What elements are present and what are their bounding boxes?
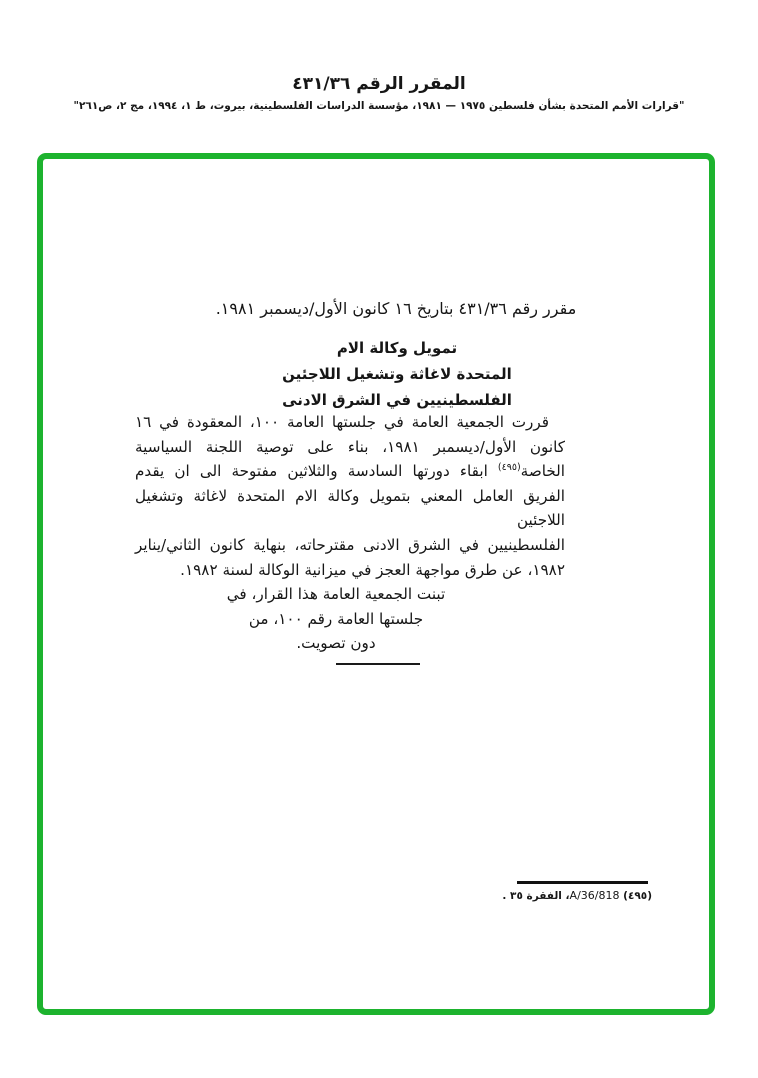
body-line: جلستها العامة رقم ١٠٠، من	[248, 609, 424, 628]
page-title: المقرر الرقم ٤٣١/٣٦	[292, 74, 466, 94]
body-line	[135, 459, 565, 484]
body-text: ابقاء دورتها السادسة والثلاثين مفتوحة الى ان يقدم	[135, 462, 488, 481]
body-line: تبنت الجمعية العامة هذا القرار، في	[226, 585, 446, 604]
body-line: الفلسطينيين في الشرق الادنى مقترحاته، بنهاية كانون الثاني/يناير	[135, 535, 565, 554]
footnote	[502, 889, 652, 902]
body-line: دون تصويت.	[296, 634, 376, 653]
body-line: ١٩٨٢، عن طرق مواجهة العجز في ميزانية الوكالة لسنة ١٩٨٢.	[180, 560, 565, 579]
decision-subtitle-line: الفلسطينيين في الشرق الادنى	[282, 391, 512, 409]
body-line: الفريق العامل المعني بتمويل وكالة الام المتحدة لاغاثة وتشغيل اللاجئين	[135, 486, 565, 530]
decision-subtitle-line: المتحدة لاغاثة وتشغيل اللاجئين	[282, 365, 512, 383]
decision-subtitle-line: تمويل وكالة الام	[336, 339, 458, 357]
footnote-ref-marker: (٤٩٥)	[497, 462, 521, 474]
body-line: كانون الأول/ديسمبر ١٩٨١، بناء على توصية اللجنة السياسية	[135, 437, 565, 456]
footnote-doc-symbol: A/36/818	[569, 889, 620, 902]
document-page	[43, 159, 709, 1009]
highlight-frame	[37, 153, 715, 1015]
decision-subtitle	[64, 335, 730, 413]
footnote-separator	[517, 881, 648, 884]
closing-rule	[336, 663, 420, 665]
decision-heading: مقرر رقم ٤٣١/٣٦ بتاريخ ١٦ كانون الأول/ديسمبر ١٩٨١.	[215, 299, 577, 318]
body-text: الخاصة	[520, 462, 565, 481]
page-header	[0, 0, 758, 112]
decision-body	[135, 410, 565, 665]
source-citation: "قرارات الأمم المتحدة بشأن فلسطين ١٩٧٥ — ١٩٨١، مؤسسة الدراسات الفلسطينية، بيروت، ط ١، ١٩٩٤، مج ٢، ص٢٦١"	[73, 100, 685, 112]
body-line: قررت الجمعية العامة في جلستها العامة ١٠٠، المعقودة في ١٦	[135, 413, 549, 431]
closing-paragraph	[121, 582, 551, 656]
footnote-suffix: ، الفقرة ٣٥ .	[502, 890, 570, 902]
footnote-ref: (٤٩٥)	[623, 890, 652, 902]
